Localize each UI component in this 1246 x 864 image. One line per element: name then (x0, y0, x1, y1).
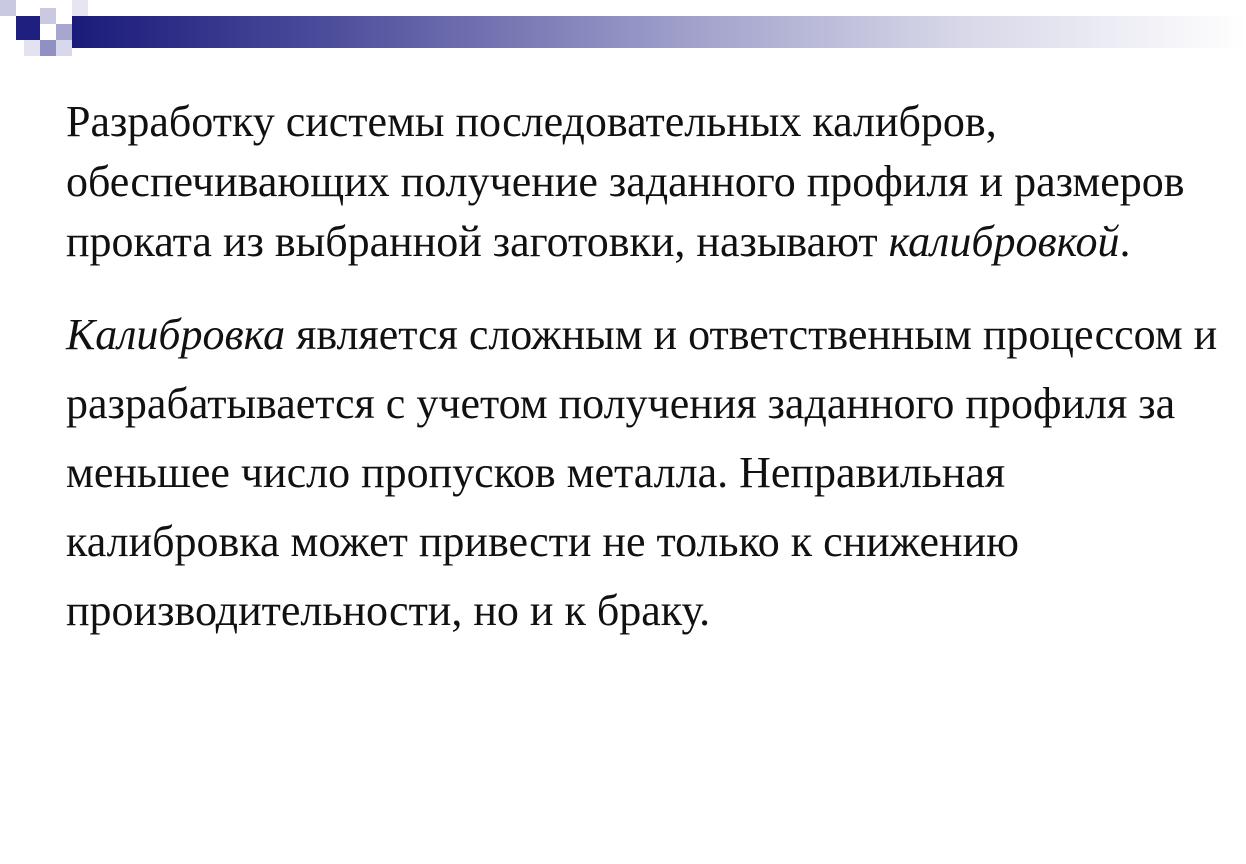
description-text: является сложным и ответственным процессом и разрабатывается с учетом получения заданного профиля за меньшее число пропусков металла. Неправильная калибровка может привести не только к снижению производительности, но и к браку. (66, 310, 1218, 635)
term-emphasis: Калибровка (66, 310, 286, 359)
decor-square (16, 16, 40, 40)
decor-square (24, 40, 40, 56)
description-paragraph (66, 300, 1226, 645)
slide-body (66, 92, 1226, 645)
definition-paragraph (66, 92, 1226, 272)
decor-square (40, 8, 56, 24)
definition-text: Разработку системы последовательных калибров, обеспечивающих получение заданного профиля и размеров проката из выбранной заготовки, называют (66, 97, 1185, 266)
decor-square (40, 40, 56, 56)
decor-square (0, 0, 16, 16)
slide-header-decoration (0, 0, 1246, 70)
decor-square (72, 0, 88, 16)
definition-end: . (1119, 217, 1131, 266)
header-gradient-bar (72, 16, 1246, 48)
term-emphasis: калибровкой (888, 217, 1120, 266)
decor-square (56, 24, 72, 40)
decor-square (56, 40, 72, 56)
